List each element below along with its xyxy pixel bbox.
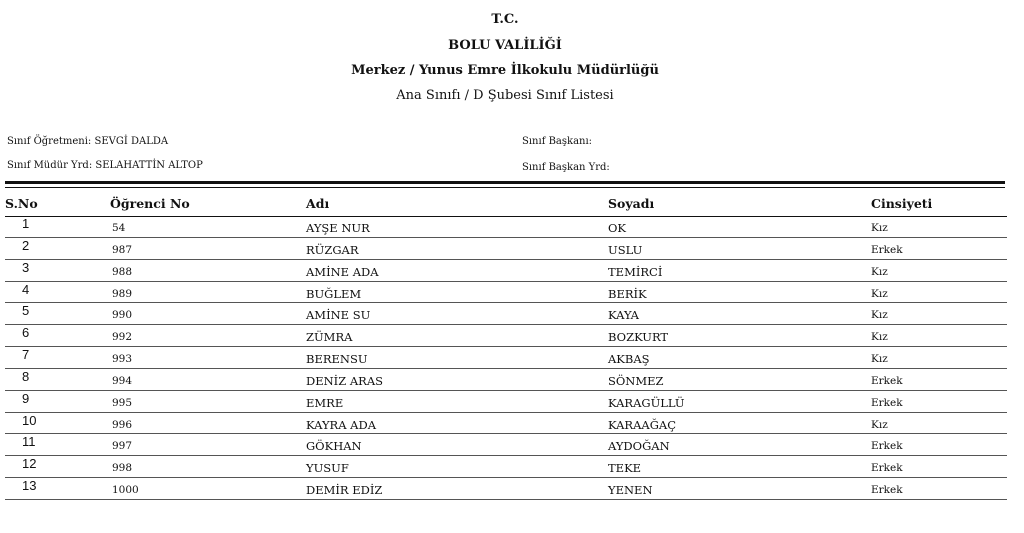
- cell-first-name: AYŞE NUR: [306, 221, 370, 235]
- table-row: [5, 347, 1007, 369]
- cell-last-name: AYDOĞAN: [608, 439, 670, 454]
- cell-last-name: USLU: [608, 242, 643, 257]
- table-row: [5, 478, 1007, 500]
- cell-first-name: YUSUF: [306, 461, 349, 476]
- table-row: [5, 369, 1007, 391]
- column-header-gender: Cinsiyeti: [871, 196, 933, 211]
- cell-gender: Kız: [871, 222, 888, 234]
- cell-sno: 6: [22, 325, 30, 341]
- cell-gender: Erkek: [871, 396, 903, 409]
- cell-gender: Kız: [871, 265, 888, 278]
- cell-student-no: 993: [112, 353, 133, 366]
- column-header-first-name: Adı: [306, 196, 330, 211]
- class-teacher: Sınıf Öğretmeni: SEVGİ DALDA: [7, 136, 169, 147]
- cell-sno: 10: [22, 412, 37, 428]
- column-header-last-name: Soyadı: [608, 196, 655, 211]
- header-governorship: BOLU VALİLİĞİ: [448, 38, 562, 53]
- header-country: T.C.: [491, 12, 519, 27]
- cell-student-no: 988: [112, 265, 133, 278]
- cell-first-name: DENİZ ARAS: [306, 373, 384, 388]
- table-row: [5, 456, 1007, 478]
- cell-first-name: BERENSU: [306, 352, 368, 367]
- divider-thin: [5, 187, 1005, 188]
- cell-student-no: 989: [112, 287, 133, 300]
- class-vice-president: Sınıf Başkan Yrd:: [522, 162, 610, 173]
- cell-sno: 1: [22, 216, 30, 231]
- table-row: [5, 413, 1007, 435]
- cell-student-no: 992: [112, 331, 133, 344]
- header-school: Merkez / Yunus Emre İlkokulu Müdürlüğü: [351, 63, 659, 78]
- column-header-student-no: Öğrenci No: [110, 196, 190, 211]
- cell-sno: 2: [22, 237, 30, 253]
- cell-student-no: 54: [112, 222, 126, 234]
- table-row: [5, 216, 1007, 238]
- cell-student-no: 990: [112, 309, 133, 322]
- cell-last-name: KAYA: [608, 308, 639, 323]
- cell-first-name: GÖKHAN: [306, 439, 362, 454]
- cell-gender: Kız: [871, 418, 888, 431]
- cell-last-name: SÖNMEZ: [608, 373, 664, 388]
- cell-last-name: BERİK: [608, 286, 647, 301]
- cell-sno: 5: [22, 303, 30, 319]
- cell-student-no: 998: [112, 462, 133, 475]
- cell-sno: 11: [22, 434, 36, 450]
- cell-student-no: 994: [112, 374, 133, 387]
- cell-sno: 8: [22, 368, 30, 384]
- cell-first-name: RÜZGAR: [306, 242, 359, 257]
- cell-gender: Erkek: [871, 243, 903, 256]
- cell-first-name: BUĞLEM: [306, 286, 362, 301]
- cell-gender: Kız: [871, 287, 888, 300]
- table-header: [5, 196, 1007, 217]
- table-row: [5, 325, 1007, 347]
- cell-last-name: KARAAĞAÇ: [608, 417, 676, 432]
- cell-gender: Kız: [871, 331, 888, 344]
- cell-last-name: AKBAŞ: [608, 352, 650, 367]
- column-header-sno: S.No: [5, 196, 38, 211]
- page-title: Ana Sınıfı / D Şubesi Sınıf Listesi: [396, 88, 614, 103]
- cell-student-no: 996: [112, 418, 133, 431]
- cell-gender: Kız: [871, 309, 888, 322]
- table-row: [5, 282, 1007, 304]
- table-row: [5, 260, 1007, 282]
- cell-first-name: AMİNE ADA: [306, 264, 379, 279]
- table-row: [5, 434, 1007, 456]
- table-row: [5, 238, 1007, 260]
- table-row: [5, 391, 1007, 413]
- cell-student-no: 995: [112, 396, 133, 409]
- cell-first-name: EMRE: [306, 395, 344, 410]
- cell-last-name: OK: [608, 221, 627, 235]
- cell-student-no: 997: [112, 440, 133, 453]
- class-president: Sınıf Başkanı:: [522, 136, 593, 147]
- cell-sno: 4: [22, 281, 30, 297]
- cell-student-no: 1000: [112, 484, 139, 497]
- cell-last-name: BOZKURT: [608, 330, 669, 345]
- cell-gender: Erkek: [871, 440, 903, 453]
- cell-sno: 9: [22, 390, 30, 406]
- cell-sno: 7: [22, 347, 30, 363]
- cell-last-name: YENEN: [608, 483, 653, 498]
- cell-last-name: KARAGÜLLÜ: [608, 395, 685, 410]
- cell-first-name: KAYRA ADA: [306, 417, 377, 432]
- class-deputy-principal: Sınıf Müdür Yrd: SELAHATTİN ALTOP: [7, 160, 203, 171]
- cell-sno: 3: [22, 259, 30, 275]
- student-table: [5, 216, 1007, 500]
- cell-gender: Erkek: [871, 484, 903, 497]
- cell-gender: Erkek: [871, 374, 903, 387]
- cell-first-name: DEMİR EDİZ: [306, 483, 383, 498]
- cell-gender: Kız: [871, 353, 888, 366]
- divider-thick: [5, 181, 1005, 184]
- cell-last-name: TEMİRCİ: [608, 264, 663, 279]
- cell-first-name: ZÜMRA: [306, 330, 353, 345]
- cell-sno: 13: [22, 478, 37, 494]
- cell-sno: 12: [22, 456, 37, 472]
- cell-first-name: AMİNE SU: [306, 308, 371, 323]
- cell-gender: Erkek: [871, 462, 903, 475]
- cell-student-no: 987: [112, 243, 133, 256]
- cell-last-name: TEKE: [608, 461, 642, 476]
- table-row: [5, 303, 1007, 325]
